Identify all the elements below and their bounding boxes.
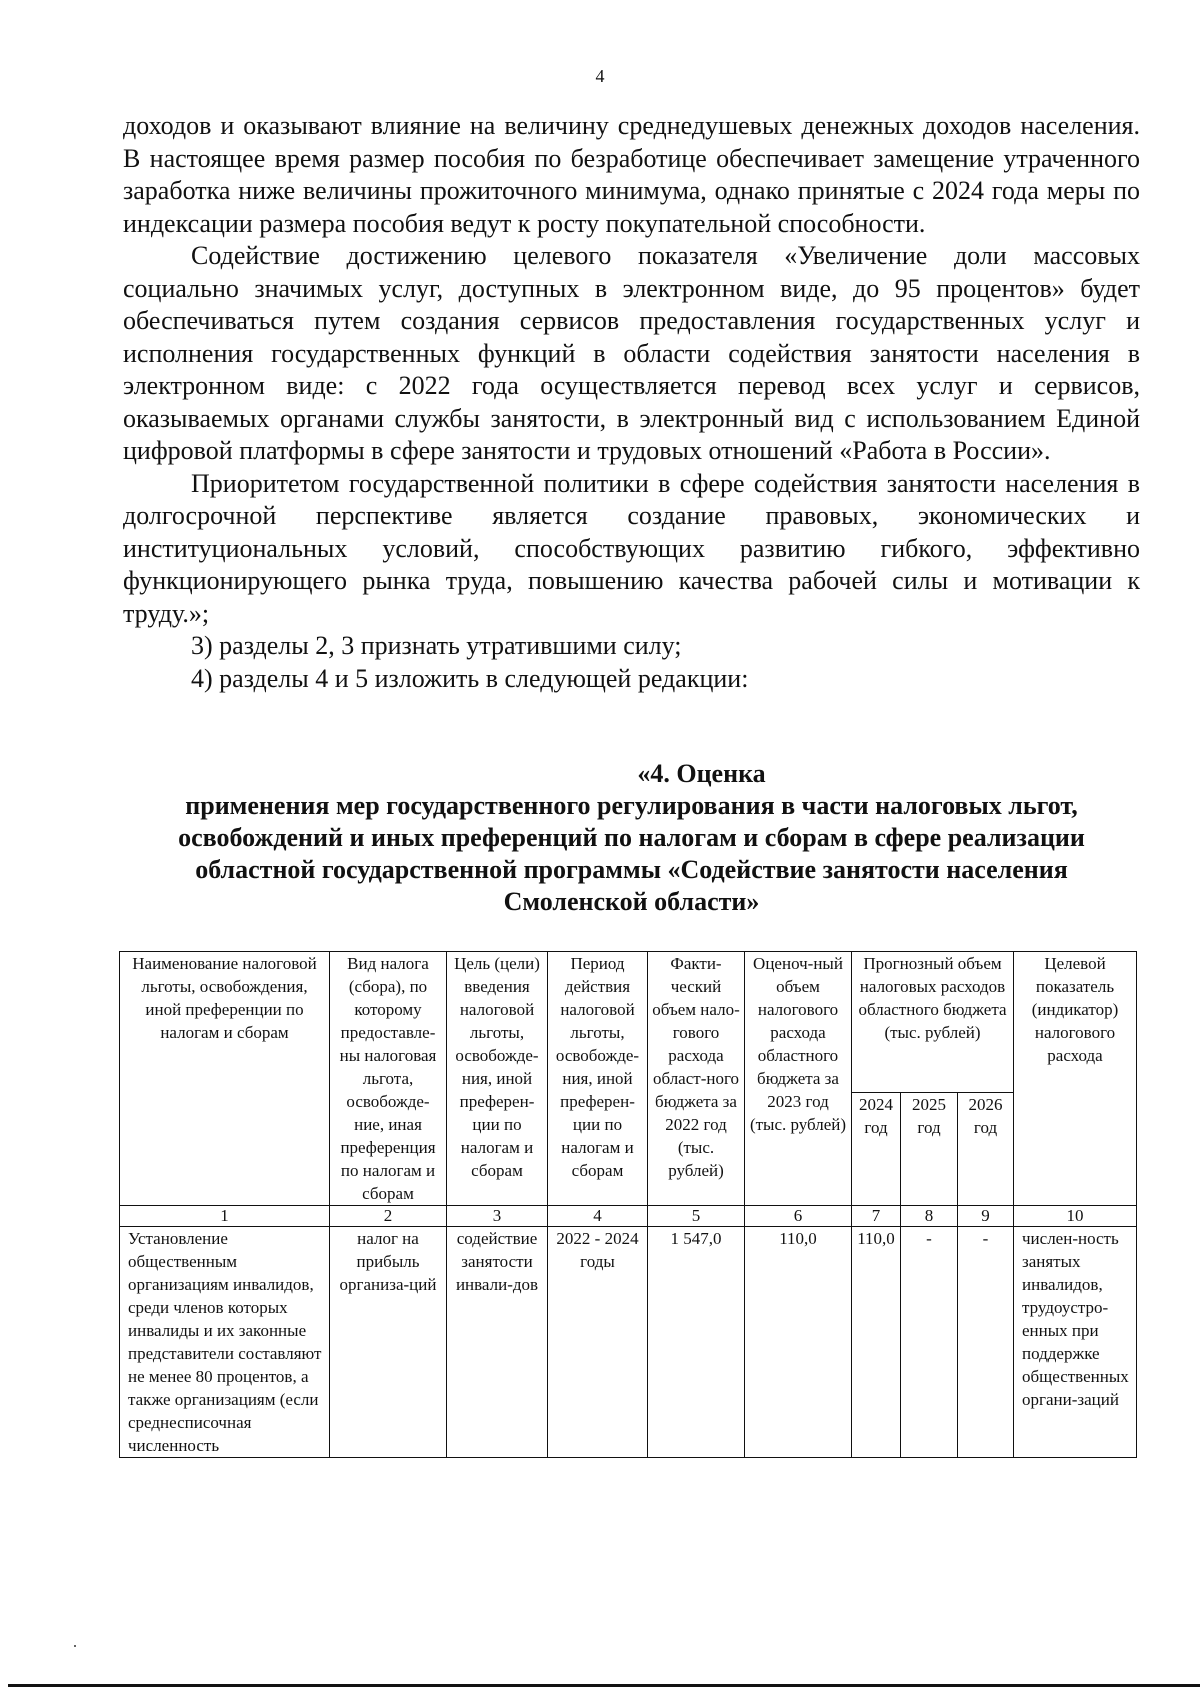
cell-forecast-2024: 110,0: [852, 1227, 901, 1458]
column-number: 8: [901, 1206, 958, 1227]
page-number: 4: [595, 66, 605, 86]
paragraph-3: Приоритетом государственной политики в сфере содействия занятости населения в долгосрочной перспективе является создание правовых, экономических и институциональных условий, способствующих развитию гибкого, эффективно функционирующего рынка труда, повышению качества рабочей силы и мотивации к труду.»;: [123, 468, 1140, 628]
column-number: 3: [447, 1206, 548, 1227]
scan-speck: [74, 1645, 76, 1647]
section-subtitle: применения мер государственного регулирования в части налоговых льгот, освобождений и иных преференций по налогам и сборам в сфере реализации областной государственной программы «Содействие занятости населения Смоленской области»: [178, 791, 1085, 916]
cell-period: 2022 - 2024 годы: [548, 1227, 648, 1458]
header-cell-group: Прогнозный объем налоговых расходов областного бюджета (тыс. рублей): [852, 952, 1014, 1093]
section-heading: «4. Оценка: [637, 759, 766, 788]
paragraph-1: доходов и оказывают влияние на величину среднедушевых денежных доходов населения. В настоящее время размер пособия по безработице обеспечивает замещение утраченного заработка ниже величины прожиточного минимума, однако принятые с 2024 года меры по индексации размера пособия ведут к росту покупательной способности.: [123, 111, 1140, 238]
header-cell: Вид налога (сбора), по которому предоставле-ны налоговая льгота, освобожде-ние, иная преференция по налогам и сборам: [330, 952, 447, 1206]
tax-expenditure-table: [119, 951, 1137, 1458]
cell-forecast-2025: -: [901, 1227, 958, 1458]
column-number-row: [120, 1206, 1137, 1227]
header-cell: Оценоч-ный объем налогового расхода областного бюджета за 2023 год (тыс. рублей): [745, 952, 852, 1206]
header-cell-year: 2025 год: [901, 1093, 958, 1206]
column-number: 6: [745, 1206, 852, 1227]
paragraph-2: Содействие достижению целевого показателя «Увеличение доли массовых социально значимых услуг, доступных в электронном виде, до 95 процентов» будет обеспечиваться путем создания сервисов предоставления государственных услуг и исполнения государственных функций в области содействия занятости населения в электронном виде: с 2022 года осуществляется перевод всех услуг и сервисов, оказываемых органами службы занятости, в электронный вид с использованием Единой цифровой платформы в сфере занятости и трудовых отношений «Работа в России».: [123, 241, 1140, 465]
header-row: [120, 952, 1137, 1093]
section-title: [123, 758, 1140, 918]
header-cell: Цель (цели) введения налоговой льготы, освобожде-ния, иной преферен-ции по налогам и сборам: [447, 952, 548, 1206]
cell-goal: содействие занятости инвали-дов: [447, 1227, 548, 1458]
cell-tax-type: налог на прибыль организа-ций: [330, 1227, 447, 1458]
table-row: [120, 1227, 1137, 1458]
header-cell: Целевой показатель (индикатор) налогового расхода: [1014, 952, 1137, 1206]
column-number: 5: [648, 1206, 745, 1227]
bottom-rule: [8, 1684, 1200, 1687]
header-cell: Факти-ческий объем нало-гового расхода област-ного бюджета за 2022 год (тыс. рублей): [648, 952, 745, 1206]
cell-indicator: числен-ность занятых инвалидов, трудоустро-енных при поддержке общественных органи-заций: [1014, 1227, 1137, 1458]
column-number: 10: [1014, 1206, 1137, 1227]
column-number: 2: [330, 1206, 447, 1227]
header-cell: Наименование налоговой льготы, освобождения, иной преференции по налогам и сборам: [120, 952, 330, 1206]
cell-name: Установление общественным организациям инвалидов, среди членов которых инвалиды и их законные представители составляют не менее 80 процентов, а также организациям (если среднесписочная численность: [120, 1227, 330, 1458]
header-cell: Период действия налоговой льготы, освобожде-ния, иной преферен-ции по налогам и сборам: [548, 952, 648, 1206]
body-text: [123, 110, 1140, 695]
header-cell-year: 2026 год: [958, 1093, 1014, 1206]
list-item-4: 4) разделы 4 и 5 изложить в следующей редакции:: [191, 663, 749, 693]
column-number: 9: [958, 1206, 1014, 1227]
cell-actual-2022: 1 547,0: [648, 1227, 745, 1458]
cell-estimate-2023: 110,0: [745, 1227, 852, 1458]
column-number: 7: [852, 1206, 901, 1227]
list-item-3: 3) разделы 2, 3 признать утратившими силу;: [191, 631, 682, 660]
cell-forecast-2026: -: [958, 1227, 1014, 1458]
column-number: 1: [120, 1206, 330, 1227]
header-cell-year: 2024 год: [852, 1093, 901, 1206]
column-number: 4: [548, 1206, 648, 1227]
